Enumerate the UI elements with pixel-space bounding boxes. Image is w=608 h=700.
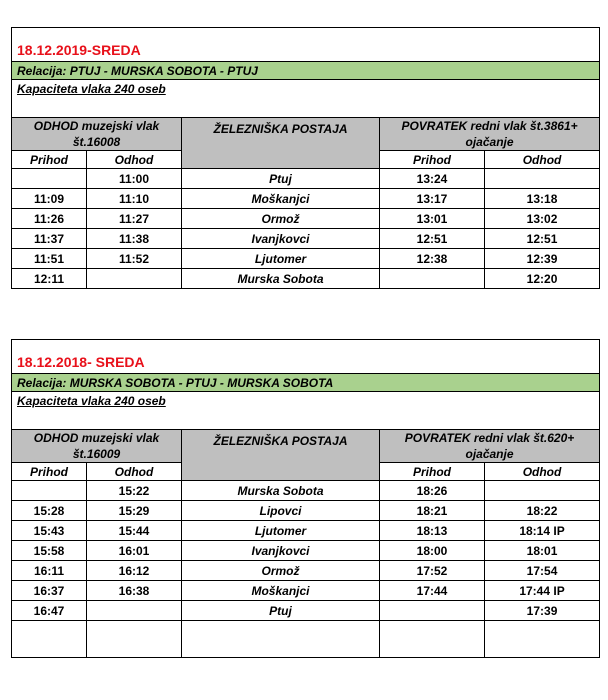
return-arrival-time: 12:38 xyxy=(380,249,485,269)
return-arrival-time: 13:01 xyxy=(380,209,485,229)
table-row xyxy=(12,561,600,581)
departure-time: 11:52 xyxy=(87,249,182,269)
return-arrival-time: 18:26 xyxy=(380,481,485,501)
capacity-label: Kapaciteta vlaka 240 oseb xyxy=(12,80,600,98)
return-arrival-time xyxy=(380,601,485,621)
station-name: Ljutomer xyxy=(182,521,380,541)
departure-time: 11:10 xyxy=(87,189,182,209)
table-row xyxy=(12,229,600,249)
return-arrival-time: 12:51 xyxy=(380,229,485,249)
return-departure-time: 12:20 xyxy=(485,269,600,289)
capacity-label: Kapaciteta vlaka 240 oseb xyxy=(12,392,600,410)
relation-label: Relacija: PTUJ - MURSKA SOBOTA - PTUJ xyxy=(12,62,600,80)
departure-time: 11:27 xyxy=(87,209,182,229)
station-header: ŽELEZNIŠKA POSTAJA xyxy=(182,430,380,481)
departure-time: 11:00 xyxy=(87,169,182,189)
departure-time: 11:38 xyxy=(87,229,182,249)
departure-time: 15:29 xyxy=(87,501,182,521)
station-name: Murska Sobota xyxy=(182,269,380,289)
station-header: ŽELEZNIŠKA POSTAJA xyxy=(182,118,380,169)
station-name: Moškanjci xyxy=(182,189,380,209)
station-name: Ljutomer xyxy=(182,249,380,269)
empty-row xyxy=(12,621,600,658)
return-departure-time: 12:51 xyxy=(485,229,600,249)
arrival-time: 12:11 xyxy=(12,269,87,289)
return-departure-time: 17:44 IP xyxy=(485,581,600,601)
arrival-time: 15:43 xyxy=(12,521,87,541)
table-row xyxy=(12,521,600,541)
col-arrival: Prihod xyxy=(380,151,485,169)
station-name: Ptuj xyxy=(182,169,380,189)
table-row xyxy=(12,481,600,501)
departure-header: ODHOD muzejski vlak št.16009 xyxy=(12,430,182,463)
timetable-2018 xyxy=(11,339,599,658)
schedule-table xyxy=(11,27,600,289)
station-name: Murska Sobota xyxy=(182,481,380,501)
arrival-time: 11:26 xyxy=(12,209,87,229)
return-departure-time: 17:54 xyxy=(485,561,600,581)
arrival-time: 11:09 xyxy=(12,189,87,209)
col-arrival: Prihod xyxy=(12,151,87,169)
station-name: Ivanjkovci xyxy=(182,229,380,249)
arrival-time: 11:37 xyxy=(12,229,87,249)
table-row xyxy=(12,601,600,621)
return-departure-time xyxy=(485,481,600,501)
arrival-time: 15:58 xyxy=(12,541,87,561)
return-departure-time xyxy=(485,169,600,189)
col-departure: Odhod xyxy=(485,151,600,169)
departure-time xyxy=(87,269,182,289)
return-header: POVRATEK redni vlak št.3861+ ojačanje xyxy=(380,118,600,151)
return-arrival-time: 13:17 xyxy=(380,189,485,209)
col-departure: Odhod xyxy=(87,463,182,481)
empty-cell xyxy=(485,621,600,658)
station-name: Ptuj xyxy=(182,601,380,621)
empty-cell xyxy=(380,621,485,658)
return-header: POVRATEK redni vlak št.620+ ojačanje xyxy=(380,430,600,463)
table-row xyxy=(12,249,600,269)
arrival-time xyxy=(12,481,87,501)
arrival-time: 15:28 xyxy=(12,501,87,521)
col-arrival: Prihod xyxy=(12,463,87,481)
table-row xyxy=(12,269,600,289)
return-arrival-time: 18:13 xyxy=(380,521,485,541)
table-row xyxy=(12,189,600,209)
return-arrival-time: 18:00 xyxy=(380,541,485,561)
relation-label: Relacija: MURSKA SOBOTA - PTUJ - MURSKA SOBOTA xyxy=(12,374,600,392)
empty-cell xyxy=(87,621,182,658)
station-name: Ivanjkovci xyxy=(182,541,380,561)
arrival-time: 11:51 xyxy=(12,249,87,269)
return-departure-time: 12:39 xyxy=(485,249,600,269)
spacer xyxy=(12,409,600,430)
return-departure-time: 13:02 xyxy=(485,209,600,229)
arrival-time: 16:11 xyxy=(12,561,87,581)
return-departure-time: 18:01 xyxy=(485,541,600,561)
spacer xyxy=(12,97,600,118)
date-title: 18.12.2018- SREDA xyxy=(12,340,600,374)
return-arrival-time: 17:52 xyxy=(380,561,485,581)
departure-time xyxy=(87,601,182,621)
return-departure-time: 18:14 IP xyxy=(485,521,600,541)
station-name: Ormož xyxy=(182,561,380,581)
return-departure-time: 13:18 xyxy=(485,189,600,209)
return-departure-time: 17:39 xyxy=(485,601,600,621)
table-row xyxy=(12,581,600,601)
return-arrival-time: 13:24 xyxy=(380,169,485,189)
date-title: 18.12.2019-SREDA xyxy=(12,28,600,62)
col-arrival: Prihod xyxy=(380,463,485,481)
return-arrival-time: 17:44 xyxy=(380,581,485,601)
departure-time: 16:12 xyxy=(87,561,182,581)
col-departure: Odhod xyxy=(87,151,182,169)
table-row xyxy=(12,209,600,229)
departure-time: 16:38 xyxy=(87,581,182,601)
table-row xyxy=(12,169,600,189)
schedule-table xyxy=(11,339,600,658)
return-departure-time: 18:22 xyxy=(485,501,600,521)
empty-cell xyxy=(12,621,87,658)
station-name: Ormož xyxy=(182,209,380,229)
empty-cell xyxy=(182,621,380,658)
col-departure: Odhod xyxy=(485,463,600,481)
station-name: Moškanjci xyxy=(182,581,380,601)
departure-time: 15:44 xyxy=(87,521,182,541)
station-name: Lipovci xyxy=(182,501,380,521)
departure-header: ODHOD muzejski vlak št.16008 xyxy=(12,118,182,151)
arrival-time: 16:37 xyxy=(12,581,87,601)
arrival-time xyxy=(12,169,87,189)
return-arrival-time: 18:21 xyxy=(380,501,485,521)
table-row xyxy=(12,541,600,561)
timetable-2019 xyxy=(11,27,599,289)
return-arrival-time xyxy=(380,269,485,289)
departure-time: 16:01 xyxy=(87,541,182,561)
table-row xyxy=(12,501,600,521)
arrival-time: 16:47 xyxy=(12,601,87,621)
departure-time: 15:22 xyxy=(87,481,182,501)
